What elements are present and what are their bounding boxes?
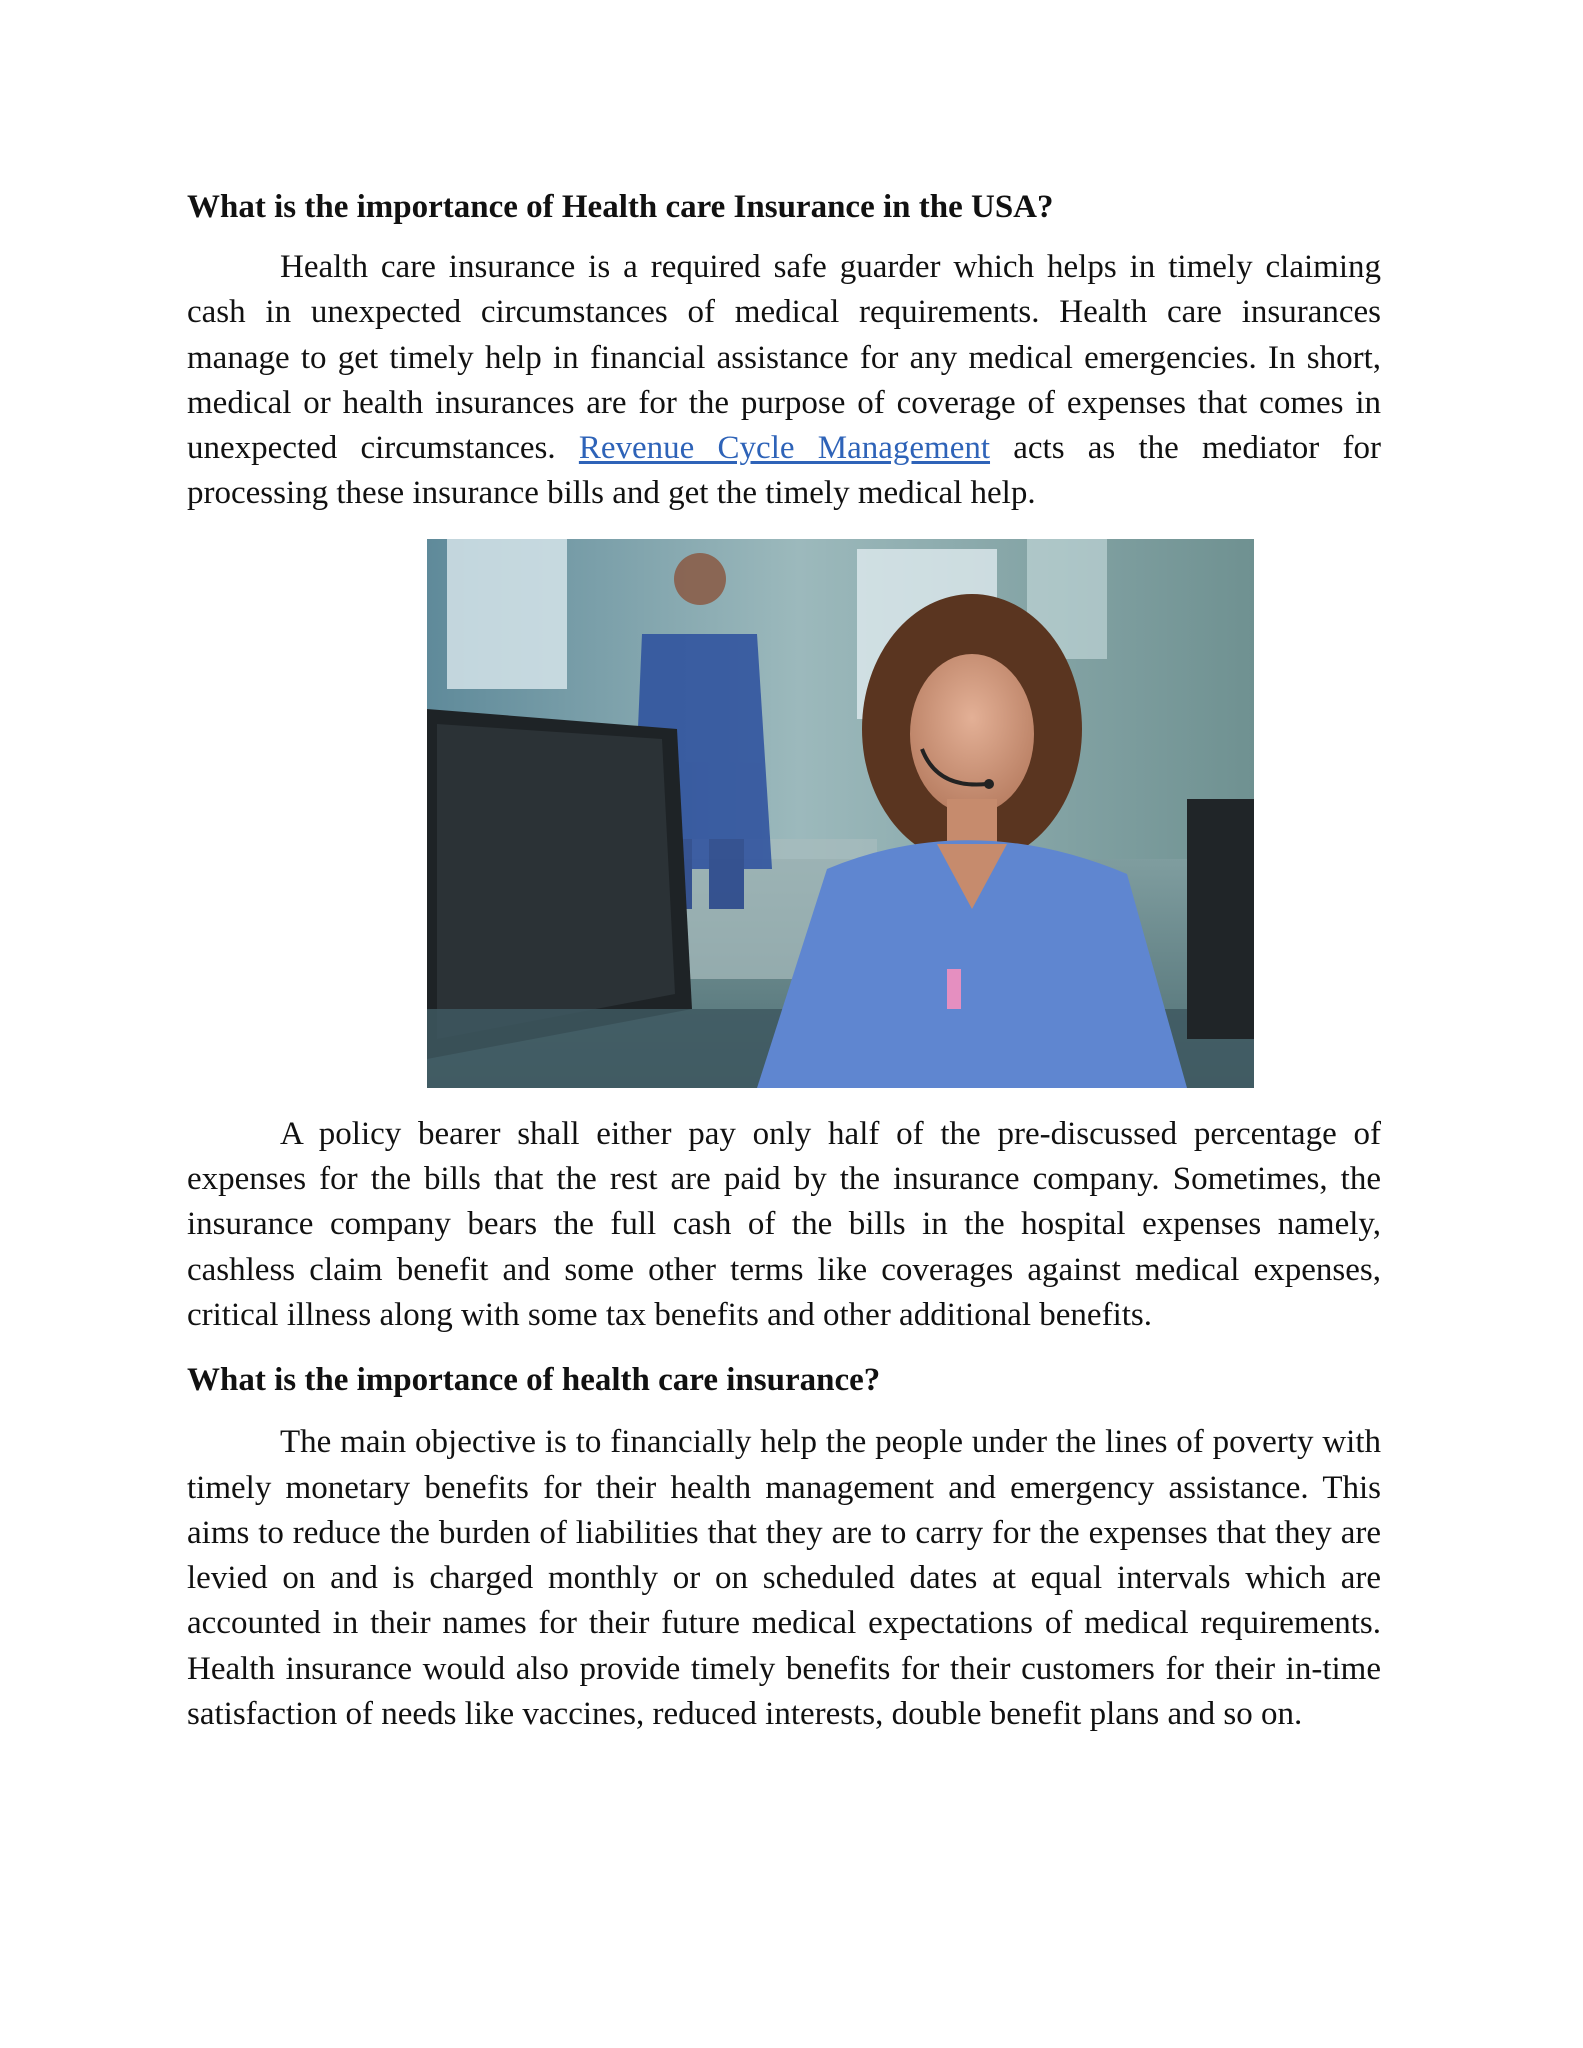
nurse-headset-photo bbox=[427, 539, 1254, 1088]
intro-text-before-link: Health care insurance is a required safe guarder which helps in timely claiming cash in unexpected circumstances of medical requirements. Health care insurances manage to get timely help in financial assistance for any medical emergencies. In short, medical or health insurances are for the purpose of coverage of expenses that comes in unexpected circumstances. bbox=[187, 249, 1381, 467]
photo-illustration bbox=[427, 539, 1254, 1088]
intro-paragraph bbox=[187, 245, 1381, 517]
section-heading-importance: What is the importance of health care insurance? bbox=[187, 1362, 881, 1399]
revenue-cycle-management-link[interactable]: Revenue Cycle Management bbox=[578, 430, 991, 467]
section-heading-usa: What is the importance of Health care Insurance in the USA? bbox=[187, 189, 1054, 225]
objective-paragraph: The main objective is to financially help the people under the lines of poverty with timely monetary benefits for their health management and emergency assistance. This aims to reduce the burden of liabilities that they are to carry for the expenses that they are levied on and is charged monthly or on scheduled dates at equal intervals which are accounted in their names for their future medical expectations of medical requirements. Health insurance would also provide timely benefits for their customers for their in-time satisfaction of needs like vaccines, reduced interests, double benefit plans and so on. bbox=[187, 1424, 1381, 1733]
intro-text-after-link: acts as the mediator for processing these insurance bills and get the timely medical help. bbox=[187, 430, 1381, 512]
policy-paragraph: A policy bearer shall either pay only half of the pre-discussed percentage of expenses for the bills that the rest are paid by the insurance company. Sometimes, the insurance company bears the full cash of the bills in the hospital expenses namely, cashless claim benefit and some other terms like coverages against medical expenses, critical illness along with some tax benefits and other additional benefits. bbox=[187, 1115, 1381, 1333]
